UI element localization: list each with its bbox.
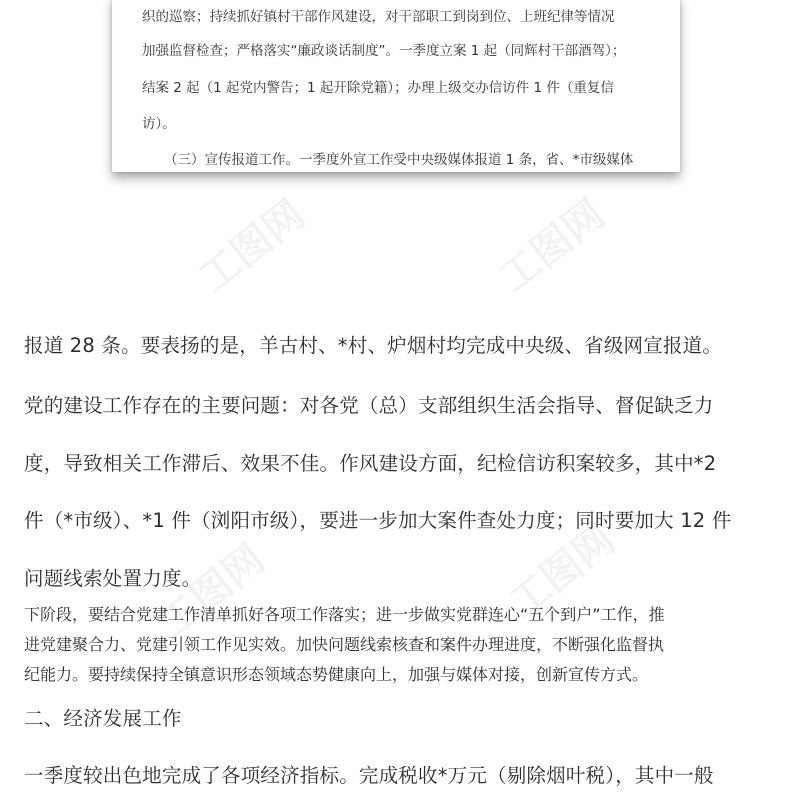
card-line: 结案 2 起（1 起党内警告；1 起开除党籍）；办理上级交办信访件 1 件（重复信: [142, 80, 614, 96]
card-line: 访）。: [142, 116, 176, 132]
body-paragraph-line: 报道 28 条。要表扬的是，羊古村、*村、炉烟村均完成中央级、省级网宣报道。: [24, 334, 723, 357]
document-page-card: [112, 0, 680, 172]
watermark: 工图网: [190, 191, 314, 302]
body-paragraph-line: 度，导致相关工作滞后、效果不佳。作风建设方面，纪检信访积案较多，其中*2: [24, 452, 717, 475]
section-heading: 二、经济发展工作: [24, 707, 182, 730]
body-paragraph-line: 件（*市级）、*1 件（浏阳市级），要进一步加大案件查处力度；同时要加大 12 件: [24, 509, 732, 532]
card-line: 织的巡察；持续抓好镇村干部作风建设，对干部职工到岗到位、上班纪律等情况: [142, 9, 615, 25]
next-stage-line: 纪能力。要持续保持全镇意识形态领域态势健康向上，加强与媒体对接，创新宣传方式。: [24, 665, 649, 684]
body-paragraph-line: 党的建设工作存在的主要问题：对各党（总）支部组织生活会指导、督促缺乏力: [24, 394, 714, 417]
next-stage-line: 进党建聚合力、党建引领工作见实效。加快问题线索核查和案件办理进度，不断强化监督执: [24, 635, 665, 654]
body-paragraph-line: 问题线索处置力度。: [24, 567, 202, 590]
card-line: （三）宣传报道工作。一季度外宣工作受中央级媒体报道 1 条，省、*市级媒体: [164, 152, 634, 168]
card-line: 加强监督检查；严格落实“廉政谈话制度”。一季度立案 1 起（同辉村干部酒驾）；: [142, 43, 626, 59]
watermark: 工图网: [490, 191, 614, 302]
body-paragraph-line: 一季度较出色地完成了各项经济指标。完成税收*万元（剔除烟叶税），其中一般: [24, 764, 714, 787]
watermark: 工图网: [500, 516, 624, 627]
next-stage-line: 下阶段，要结合党建工作清单抓好各项工作落实；进一步做实党群连心“五个到户”工作，推: [24, 605, 665, 624]
watermark: 工图网: [150, 536, 274, 647]
